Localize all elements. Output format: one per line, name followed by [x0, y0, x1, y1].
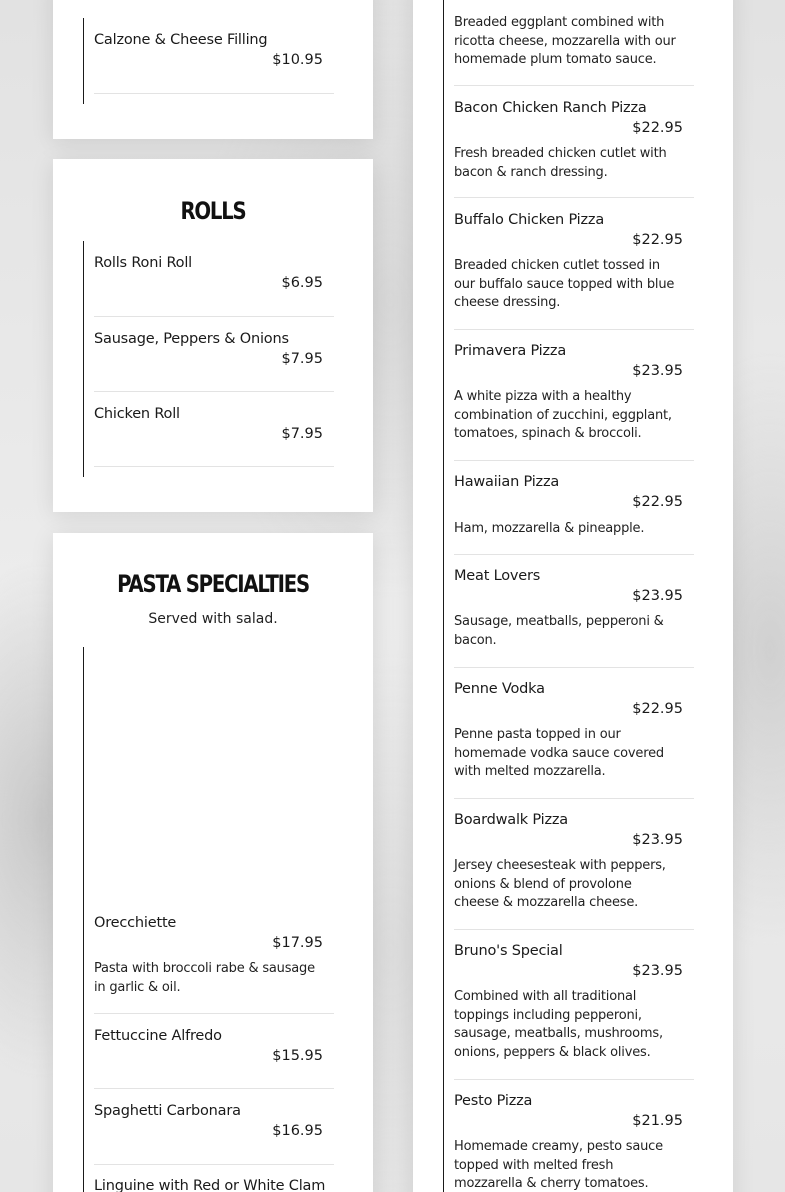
menu-item[interactable]	[94, 255, 334, 317]
item-price: $23.95	[632, 588, 683, 604]
item-description: Combined with all traditional toppings including pepperoni, sausage, meatballs, mushrooms, onions, peppers & black olives.	[454, 989, 663, 1060]
item-price: $23.95	[632, 832, 683, 848]
item-price: $22.95	[632, 494, 683, 510]
item-description: Fresh breaded chicken cutlet with bacon & ranch dressing.	[454, 146, 667, 180]
card-accent-line	[83, 647, 84, 1192]
menu-item[interactable]	[454, 681, 694, 799]
item-name: Linguine with Red or White Clam	[94, 1178, 326, 1192]
menu-item[interactable]	[94, 406, 334, 467]
item-description: Jersey cheesesteak with peppers, onions & blend of provolone cheese & mozzarella cheese.	[454, 858, 666, 910]
item-description: Breaded eggplant combined with ricotta cheese, mozzarella with our homemade plum tomato sauce.	[454, 15, 676, 67]
item-description: Ham, mozzarella & pineapple.	[454, 521, 645, 536]
pasta-card	[53, 533, 373, 1192]
section-subtitle: Served with salad.	[148, 611, 278, 627]
item-name: Chicken Roll	[94, 406, 180, 422]
menu-item[interactable]	[454, 812, 694, 930]
item-name: Calzone & Cheese Filling	[94, 32, 268, 48]
calzone-card	[53, 0, 373, 139]
card-accent-line	[83, 241, 84, 477]
item-price: $10.95	[272, 52, 323, 68]
menu-item[interactable]	[454, 568, 694, 668]
item-description: Sausage, meatballs, pepperoni & bacon.	[454, 614, 664, 648]
item-name: Bruno's Special	[454, 943, 563, 959]
menu-item[interactable]	[454, 1093, 694, 1192]
item-name: Rolls Roni Roll	[94, 255, 192, 271]
item-description: Pasta with broccoli rabe & sausage in garlic & oil.	[94, 961, 315, 995]
item-name: Fettuccine Alfredo	[94, 1028, 222, 1044]
item-price: $16.95	[272, 1123, 323, 1139]
menu-item[interactable]	[454, 0, 694, 86]
pizza-card	[413, 0, 733, 1192]
item-description: Homemade creamy, pesto sauce topped with melted fresh mozzarella & cherry tomatoes.	[454, 1139, 663, 1191]
item-price: $22.95	[632, 701, 683, 717]
item-name: Buffalo Chicken Pizza	[454, 212, 605, 228]
section-title: ROLLS	[180, 197, 246, 225]
menu-item[interactable]	[94, 32, 334, 94]
item-price: $6.95	[281, 275, 323, 291]
item-description: A white pizza with a healthy combination of zucchini, eggplant, tomatoes, spinach & broccoli.	[454, 389, 672, 441]
card-accent-line	[443, 0, 444, 1192]
menu-item[interactable]	[454, 343, 694, 461]
item-name: Spaghetti Carbonara	[94, 1103, 241, 1119]
card-accent-line	[83, 18, 84, 104]
menu-item[interactable]	[454, 212, 694, 330]
section-title: PASTA SPECIALTIES	[117, 570, 309, 598]
item-price: $17.95	[272, 935, 323, 951]
menu-item[interactable]	[94, 1028, 334, 1089]
item-price: $23.95	[632, 963, 683, 979]
item-price: $7.95	[281, 351, 323, 367]
item-price: $21.95	[632, 1113, 683, 1129]
item-name: Orecchiette	[94, 915, 177, 931]
menu-item[interactable]	[454, 474, 694, 555]
rolls-card	[53, 159, 373, 512]
menu-item[interactable]	[454, 100, 694, 198]
item-price: $22.95	[632, 232, 683, 248]
menu-item[interactable]	[94, 1178, 334, 1192]
item-name: Sausage, Peppers & Onions	[94, 331, 289, 347]
item-name: Bacon Chicken Ranch Pizza	[454, 100, 647, 116]
item-name: Penne Vodka	[454, 681, 545, 697]
item-name: Hawaiian Pizza	[454, 474, 560, 490]
item-name: Meat Lovers	[454, 568, 541, 584]
item-price: $7.95	[281, 426, 323, 442]
item-name: Primavera Pizza	[454, 343, 567, 359]
item-name: Boardwalk Pizza	[454, 812, 568, 828]
menu-item[interactable]	[94, 915, 334, 1014]
item-description: Breaded chicken cutlet tossed in our buffalo sauce topped with blue cheese dressing.	[454, 258, 675, 310]
menu-item[interactable]	[94, 331, 334, 392]
menu-item[interactable]	[454, 943, 694, 1080]
item-price: $15.95	[272, 1048, 323, 1064]
item-name: Pesto Pizza	[454, 1093, 533, 1109]
item-price: $22.95	[632, 120, 683, 136]
item-description: Penne pasta topped in our homemade vodka sauce covered with melted mozzarella.	[454, 727, 664, 779]
menu-item[interactable]	[94, 1103, 334, 1165]
item-price: $23.95	[632, 363, 683, 379]
